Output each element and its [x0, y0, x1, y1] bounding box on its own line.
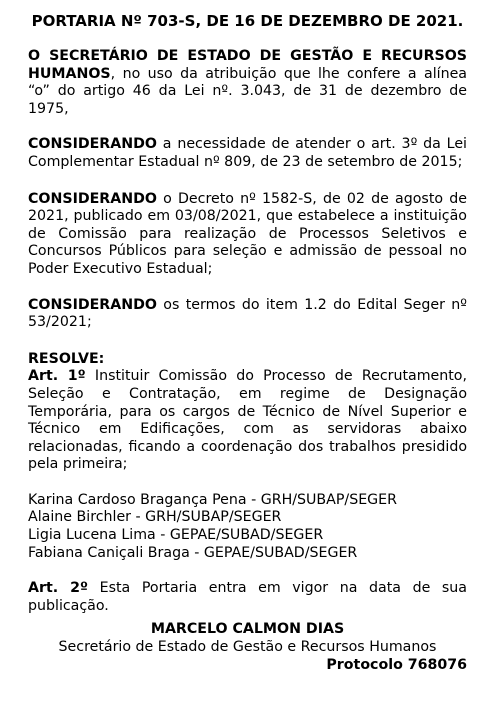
signer-role: Secretário de Estado de Gestão e Recursos Humanos — [58, 639, 437, 656]
considerando-paragraph-2 — [28, 191, 467, 279]
article-2-lead: Art. 2º — [28, 580, 89, 597]
article-1-lead: Art. 1º — [28, 368, 86, 385]
considerando-paragraph-1 — [28, 136, 467, 171]
member-item: Ligia Lucena Lima - GEPAE/SUBAD/SEGER — [28, 527, 324, 544]
signer-name: MARCELO CALMON DIAS — [150, 621, 345, 638]
considerando-lead: CONSIDERANDO — [28, 296, 157, 313]
preamble-text: , no uso da atribuição que lhe confere a alínea “o” do artigo 46 da Lei nº. 3.043, de 31 de dezembro de 1975, — [28, 65, 467, 117]
considerando-text: o Decreto nº 1582-S, de 02 de agosto de 2021, publicado em 03/08/2021, que estabelece a instituição de Comissão para realização de Processos Seletivos e Concursos Públicos para seleção e admissão de pessoal no Poder Executivo Estadual; — [28, 190, 467, 277]
article-2-text: Esta Portaria entra em vigor na data de sua publicação. — [28, 580, 467, 614]
member-item: Karina Cardoso Bragança Pena - GRH/SUBAP/SEGER — [28, 491, 397, 508]
considerando-text: a necessidade de atender o art. 3º da Lei Complementar Estadual nº 809, de 23 de setembro de 2015; — [28, 136, 467, 170]
protocol-number: Protocolo 768076 — [326, 656, 467, 673]
article-1-paragraph — [28, 368, 467, 474]
members-list — [28, 492, 467, 562]
article-1-text: Instituir Comissão do Processo de Recrutamento, Seleção e Contratação, em regime de Designação Temporária, para os cargos de Técnico de Nível Superior e Técnico em Edificações, com as servidoras abaixo relacionadas, ficando a coordenação dos trabalhos presidido pela primeira; — [28, 368, 467, 473]
document-title: PORTARIA Nº 703-S, DE 16 DE DEZEMBRO DE 2021. — [31, 12, 464, 30]
preamble-paragraph — [28, 48, 467, 118]
considerando-paragraph-3 — [28, 297, 467, 332]
considerando-lead: CONSIDERANDO — [28, 136, 157, 153]
member-item: Fabiana Caniçali Braga - GEPAE/SUBAD/SEGER — [28, 544, 358, 561]
article-2-paragraph — [28, 580, 467, 615]
considerando-lead: CONSIDERANDO — [28, 190, 157, 207]
considerando-text: os termos do item 1.2 do Edital Seger nº 53/2021; — [28, 296, 467, 331]
resolve-label: RESOLVE: — [28, 350, 105, 367]
member-item: Alaine Birchler - GRH/SUBAP/SEGER — [28, 509, 282, 526]
preamble-lead: O SECRETÁRIO DE ESTADO DE GESTÃO E RECURSOS HUMANOS — [28, 48, 467, 82]
